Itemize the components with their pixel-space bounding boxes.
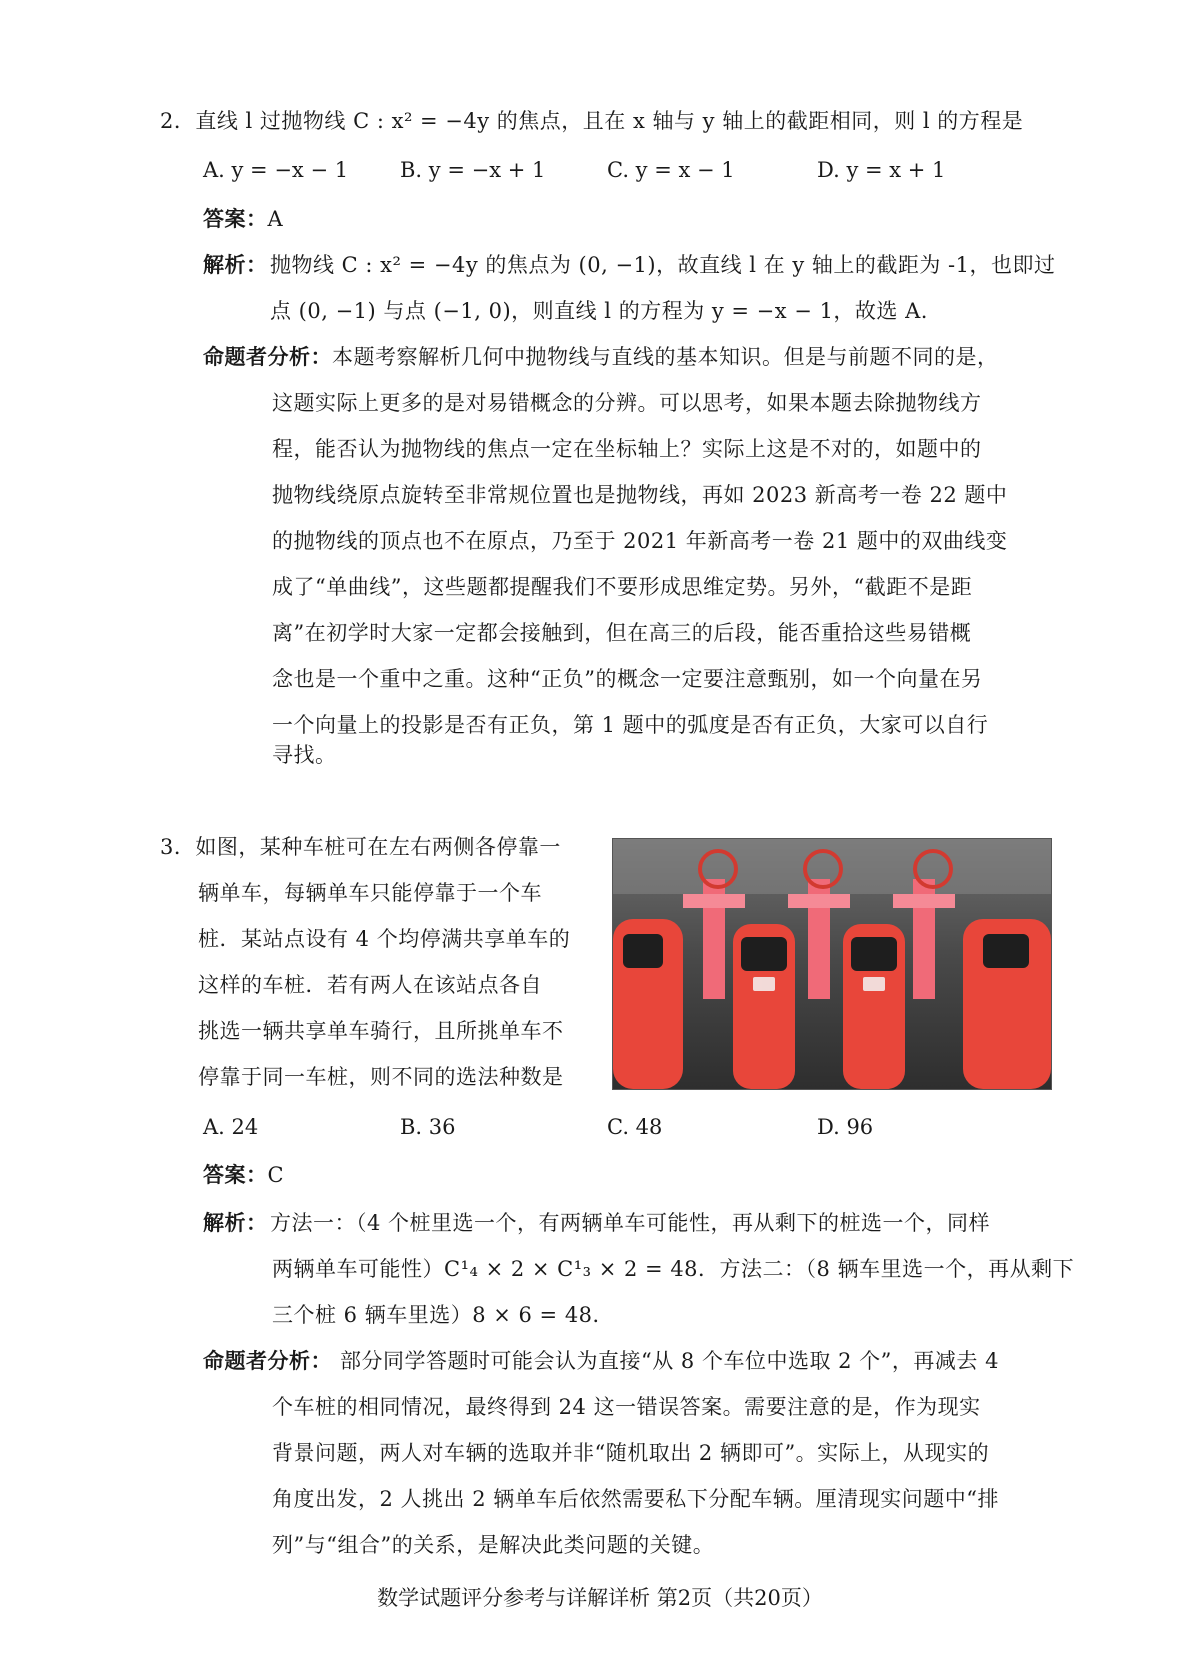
q2-option-d: D. y = x + 1 [817, 158, 946, 182]
q3-stem-line: 3．如图，某种车桩可在左右两侧各停靠一 [160, 835, 561, 859]
q2-analysis-line: 抛物线绕原点旋转至非常规位置也是抛物线，再如 2023 新高考一卷 22 题中 [272, 483, 1008, 507]
q2-solution-line: 抛物线 C : x² = −4y 的焦点为 (0, −1)，故直线 l 在 y 轴上的截距为 -1，也即过 [270, 253, 1056, 277]
q2-analysis-line: 的抛物线的顶点也不在原点，乃至于 2021 年新高考一卷 21 题中的双曲线变 [272, 529, 1008, 553]
q3-analysis-label: 命题者分析： [203, 1349, 332, 1373]
q2-answer [203, 204, 283, 234]
answer-value: A [267, 207, 284, 231]
q2-analysis-line: 念也是一个重中之重。这种“正负”的概念一定要注意甄别，如一个向量在另 [272, 667, 983, 691]
q3-analysis-line: 部分同学答题时可能会认为直接“从 8 个车位中选取 2 个”，再减去 4 [340, 1349, 999, 1373]
q3-answer [203, 1160, 284, 1190]
answer-label: 答案： [203, 1163, 268, 1187]
q3-analysis-line: 列”与“组合”的关系，是解决此类问题的关键。 [272, 1533, 715, 1557]
q2-option-a: A. y = −x − 1 [203, 158, 349, 182]
q2-analysis-label: 命题者分析： [203, 345, 332, 369]
q3-stem-line: 挑选一辆共享单车骑行，且所挑单车不 [198, 1019, 564, 1043]
answer-label: 答案： [203, 207, 268, 231]
q3-stem-line: 停靠于同一车桩，则不同的选法种数是 [198, 1065, 564, 1089]
q2-solution-line: 点 (0, −1) 与点 (−1, 0)，则直线 l 的方程为 y = −x − 1，故选 A. [270, 299, 928, 323]
q2-option-b: B. y = −x + 1 [400, 158, 546, 182]
q3-solution-line: 两辆单车可能性）C¹₄ × 2 × C¹₃ × 2 = 48．方法二：（8 辆车里选一个，再从剩下 [272, 1257, 1075, 1281]
q3-analysis-line: 角度出发，2 人挑出 2 辆单车后依然需要私下分配车辆。厘清现实问题中“排 [272, 1487, 999, 1511]
q2-analysis-line: 寻找。 [272, 743, 337, 767]
q3-option-b: B. 36 [400, 1115, 456, 1139]
q2-analysis-line: 本题考察解析几何中抛物线与直线的基本知识。但是与前题不同的是， [332, 345, 999, 369]
q3-solution-label: 解析： [203, 1211, 268, 1235]
q2-analysis-line: 一个向量上的投影是否有正负，第 1 题中的弧度是否有正负，大家可以自行 [272, 713, 989, 737]
q3-solution-line: 方法一：（4 个桩里选一个，有两辆单车可能性，再从剩下的桩选一个，同样 [270, 1211, 991, 1235]
q3-stem-line: 这样的车桩．若有两人在该站点各自 [198, 973, 542, 997]
q3-analysis-line: 个车桩的相同情况，最终得到 24 这一错误答案。需要注意的是，作为现实 [272, 1395, 981, 1419]
q3-option-a: A. 24 [203, 1115, 259, 1139]
q3-stem-line: 辆单车，每辆单车只能停靠于一个车 [198, 881, 542, 905]
bike-station-photo [612, 838, 1052, 1090]
bike-station-illustration [613, 839, 1051, 1089]
page-footer: 数学试题评分参考与详解详析 第2页（共20页） [377, 1586, 823, 1610]
answer-value: C [267, 1163, 285, 1187]
q3-option-d: D. 96 [817, 1115, 874, 1139]
q3-analysis-line: 背景问题，两人对车辆的选取并非“随机取出 2 辆即可”。实际上，从现实的 [272, 1441, 990, 1465]
q2-analysis-line: 程，能否认为抛物线的焦点一定在坐标轴上？实际上这是不对的，如题中的 [272, 437, 982, 461]
q3-option-c: C. 48 [607, 1115, 663, 1139]
q2-option-c: C. y = x − 1 [607, 158, 735, 182]
q2-analysis-line: 成了“单曲线”，这些题都提醒我们不要形成思维定势。另外，“截距不是距 [272, 575, 973, 599]
q2-analysis-line: 离”在初学时大家一定都会接触到，但在高三的后段，能否重拾这些易错概 [272, 621, 972, 645]
q3-solution-line: 三个桩 6 辆车里选）8 × 6 = 48． [272, 1303, 615, 1327]
q3-stem-line: 桩．某站点设有 4 个均停满共享单车的 [198, 927, 571, 951]
q2-analysis-line: 这题实际上更多的是对易错概念的分辨。可以思考，如果本题去除抛物线方 [272, 391, 982, 415]
q2-solution-label: 解析： [203, 253, 268, 277]
q2-stem: 2．直线 l 过抛物线 C : x² = −4y 的焦点，且在 x 轴与 y 轴上的截距相同，则 l 的方程是 [160, 109, 1024, 133]
